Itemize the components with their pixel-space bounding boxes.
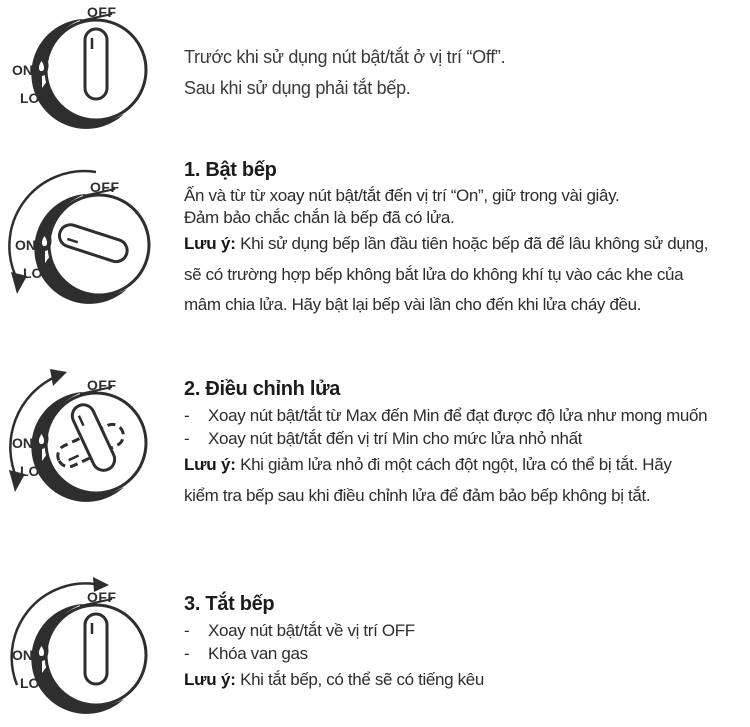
section-title: 3. Tắt bếp xyxy=(184,593,275,615)
knob-label-off: OFF xyxy=(87,4,117,20)
bullet-item xyxy=(184,404,750,427)
intro-line: Trước khi sử dụng nút bật/tắt ở vị trí “Off”. xyxy=(184,47,506,67)
section-title: 2. Điều chỉnh lửa xyxy=(184,378,341,400)
bullet-text: Xoay nút bật/tắt về vị trí OFF xyxy=(208,621,415,640)
note-paragraph xyxy=(184,665,750,696)
section-turn-on xyxy=(184,157,750,321)
bullet-item xyxy=(184,619,750,642)
knob-label-on: ON xyxy=(15,237,36,253)
intro-paragraph xyxy=(184,42,750,104)
bullet-dash: - xyxy=(184,644,190,663)
rotate-arrow-up-icon xyxy=(50,369,67,386)
note-text: sẽ có trường hợp bếp không bắt lửa do không khí tụ vào các khe của xyxy=(184,264,684,284)
bullet-text: Khóa van gas xyxy=(208,644,308,663)
note-label: Lưu ý: xyxy=(184,670,236,689)
instruction-line: Ấn và từ từ xoay nút bật/tắt đến vị trí “On”, giữ trong vài giây. xyxy=(184,186,620,205)
note-text: mâm chia lửa. Hãy bật lại bếp vài lần cho đến khi lửa cháy đều. xyxy=(184,295,642,314)
knob-label-off: OFF xyxy=(90,179,120,195)
instruction-line: Đảm bảo chắc chắn là bếp đã có lửa. xyxy=(184,208,455,227)
bullet-text: Xoay nút bật/tắt từ Max đến Min để đạt được độ lửa như mong muốn xyxy=(208,406,708,425)
knob-label-off: OFF xyxy=(87,589,117,605)
section-adjust-flame xyxy=(184,376,750,511)
section-turn-off xyxy=(184,591,750,696)
note-label: Lưu ý: xyxy=(184,234,236,253)
knob-illustration-off xyxy=(0,0,168,142)
note-text: Khi tắt bếp, có thể sẽ có tiếng kêu xyxy=(240,670,484,689)
note-paragraph xyxy=(184,229,750,321)
section-title: 1. Bật bếp xyxy=(184,159,277,181)
knob-illustration-turn-on xyxy=(0,167,171,317)
note-text: Khi sử dụng bếp lần đầu tiên hoặc bếp đã để lâu không sử dụng, xyxy=(240,234,709,253)
knob-handle xyxy=(85,614,107,684)
knob-illustration-adjust xyxy=(0,365,168,515)
knob-label-lo: LO xyxy=(23,265,43,281)
intro-line: Sau khi sử dụng phải tắt bếp. xyxy=(184,78,411,98)
knob-label-on: ON xyxy=(12,62,33,78)
note-paragraph xyxy=(184,450,750,511)
knob-label-on: ON xyxy=(12,647,33,663)
note-text: Khi giảm lửa nhỏ đi một cách đột ngột, lửa có thể bị tắt. Hãy xyxy=(240,455,672,474)
bullet-text: Xoay nút bật/tắt đến vị trí Min cho mức lửa nhỏ nhất xyxy=(208,429,583,448)
bullet-dash: - xyxy=(184,621,190,640)
knob-label-off: OFF xyxy=(87,377,117,393)
knob-label-lo: LO xyxy=(20,463,40,479)
knob-label-on: ON xyxy=(12,435,33,451)
knob-handle xyxy=(85,29,107,99)
knob-label-lo: LO xyxy=(20,675,40,691)
bullet-item xyxy=(184,427,750,450)
note-text: kiểm tra bếp sau khi điều chỉnh lửa để đảm bảo bếp không bị tắt. xyxy=(184,485,651,505)
bullet-item xyxy=(184,642,750,665)
bullet-dash: - xyxy=(184,406,190,425)
bullet-dash: - xyxy=(184,429,190,448)
knob-label-lo: LO xyxy=(20,90,40,106)
knob-illustration-turn-off xyxy=(0,577,168,727)
note-label: Lưu ý: xyxy=(184,455,236,474)
